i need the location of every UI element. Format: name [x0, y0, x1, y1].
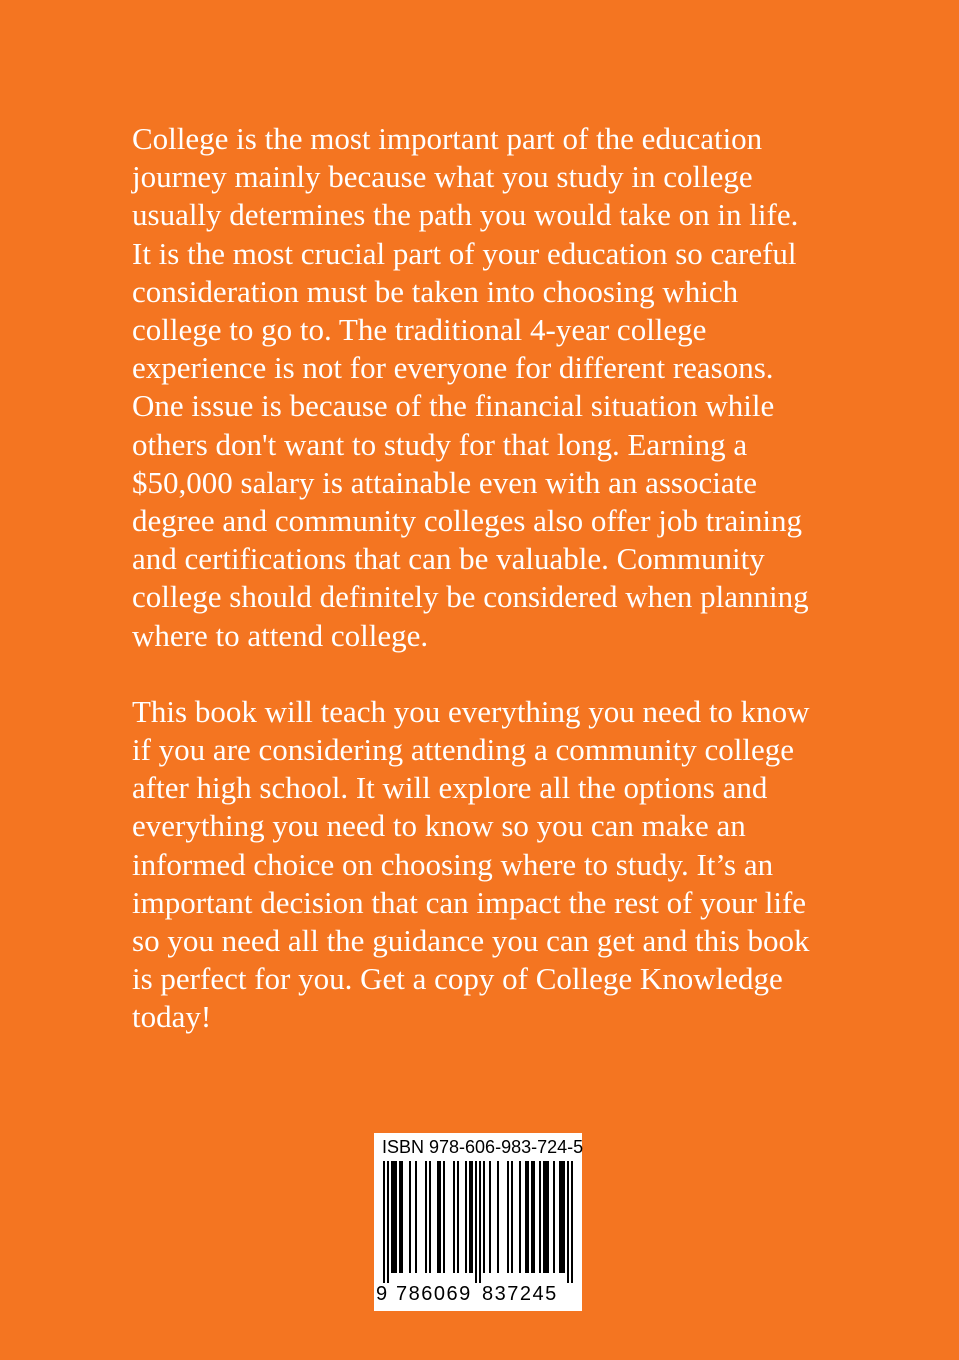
barcode-bar [471, 1161, 473, 1273]
barcode-bar [391, 1161, 393, 1273]
barcode-bar [429, 1161, 431, 1273]
barcode-bar [561, 1161, 563, 1273]
barcode-bar [469, 1161, 471, 1273]
blurb-paragraph-1 [132, 120, 852, 655]
barcode-digits-right: 837245 [482, 1283, 558, 1305]
text-line: everything you need to know so you can make an [132, 808, 746, 844]
isbn-barcode [374, 1133, 582, 1311]
barcode-bar [497, 1161, 499, 1273]
barcode-bar [531, 1161, 533, 1273]
barcode-guard-bar [479, 1161, 481, 1283]
text-line: consideration must be taken into choosing which [132, 273, 739, 309]
text-line: and certifications that can be valuable. Community [132, 541, 765, 577]
text-line: One issue is because of the financial situation while [132, 388, 775, 424]
barcode-bar [545, 1161, 547, 1273]
barcode-bar [527, 1161, 529, 1273]
barcode-bar [489, 1161, 491, 1273]
text-line: others don't want to study for that long. Earning a [132, 426, 748, 462]
barcode-bar [547, 1161, 549, 1273]
text-line: experience is not for everyone for different reasons. [132, 350, 774, 386]
barcode-bar [437, 1161, 439, 1273]
barcode-digit-first: 9 [376, 1283, 388, 1305]
text-line: today! [132, 999, 212, 1035]
barcode-bar [525, 1161, 527, 1273]
text-line: informed choice on choosing where to study. It’s an [132, 846, 774, 882]
barcode-bar [539, 1161, 541, 1273]
text-line: degree and community colleges also offer job training [132, 503, 803, 539]
text-line: college should definitely be considered when planning [132, 579, 809, 615]
barcode-bar [401, 1161, 403, 1273]
text-line: This book will teach you everything you need to know [132, 693, 810, 729]
barcode-bar [399, 1161, 401, 1273]
barcode-bar [425, 1161, 427, 1273]
barcode-bar [443, 1161, 445, 1273]
text-line: if you are considering attending a community college [132, 732, 794, 768]
text-line: usually determines the path you would take on in life. [132, 197, 799, 233]
barcode-bar [483, 1161, 485, 1273]
barcode-bar [507, 1161, 509, 1273]
barcode-bar [563, 1161, 565, 1273]
text-line: It is the most crucial part of your education so careful [132, 235, 797, 271]
blurb-paragraph-2 [132, 693, 852, 1037]
text-line: $50,000 salary is attainable even with an associate [132, 464, 757, 500]
back-cover-blurb [132, 120, 852, 1037]
barcode-bar [519, 1161, 521, 1273]
barcode-bar [543, 1161, 545, 1273]
text-line: so you need all the guidance you can get and this book [132, 923, 810, 959]
barcode-bars [380, 1161, 576, 1283]
barcode-bar [409, 1161, 411, 1273]
barcode-guard-bar [475, 1161, 477, 1283]
text-line: is perfect for you. Get a copy of College Knowledge [132, 961, 783, 997]
text-line: college to go to. The traditional 4-year college [132, 312, 707, 348]
barcode-guard-bar [571, 1161, 573, 1283]
barcode-bar [511, 1161, 513, 1273]
barcode-bar [415, 1161, 417, 1273]
barcode-bar [465, 1161, 467, 1273]
barcode-bar [553, 1161, 555, 1273]
text-line: after high school. It will explore all the options and [132, 770, 768, 806]
barcode-guard-bar [567, 1161, 569, 1283]
barcode-bar [395, 1161, 397, 1273]
text-line: College is the most important part of the education [132, 121, 763, 156]
barcode-guard-bar [383, 1161, 385, 1283]
barcode-bar [393, 1161, 395, 1273]
text-line: important decision that can impact the rest of your life [132, 884, 807, 920]
barcode-bar [533, 1161, 535, 1273]
barcode-bar [457, 1161, 459, 1273]
barcode-bar [453, 1161, 455, 1273]
barcode-bar [559, 1161, 561, 1273]
text-line: where to attend college. [132, 617, 429, 653]
barcode-digits-left: 786069 [396, 1283, 472, 1305]
barcode-guard-bar [387, 1161, 389, 1283]
isbn-label: ISBN 978-606-983-724-5 [382, 1137, 584, 1157]
barcode-bar [439, 1161, 441, 1273]
text-line: journey mainly because what you study in college [132, 159, 753, 195]
